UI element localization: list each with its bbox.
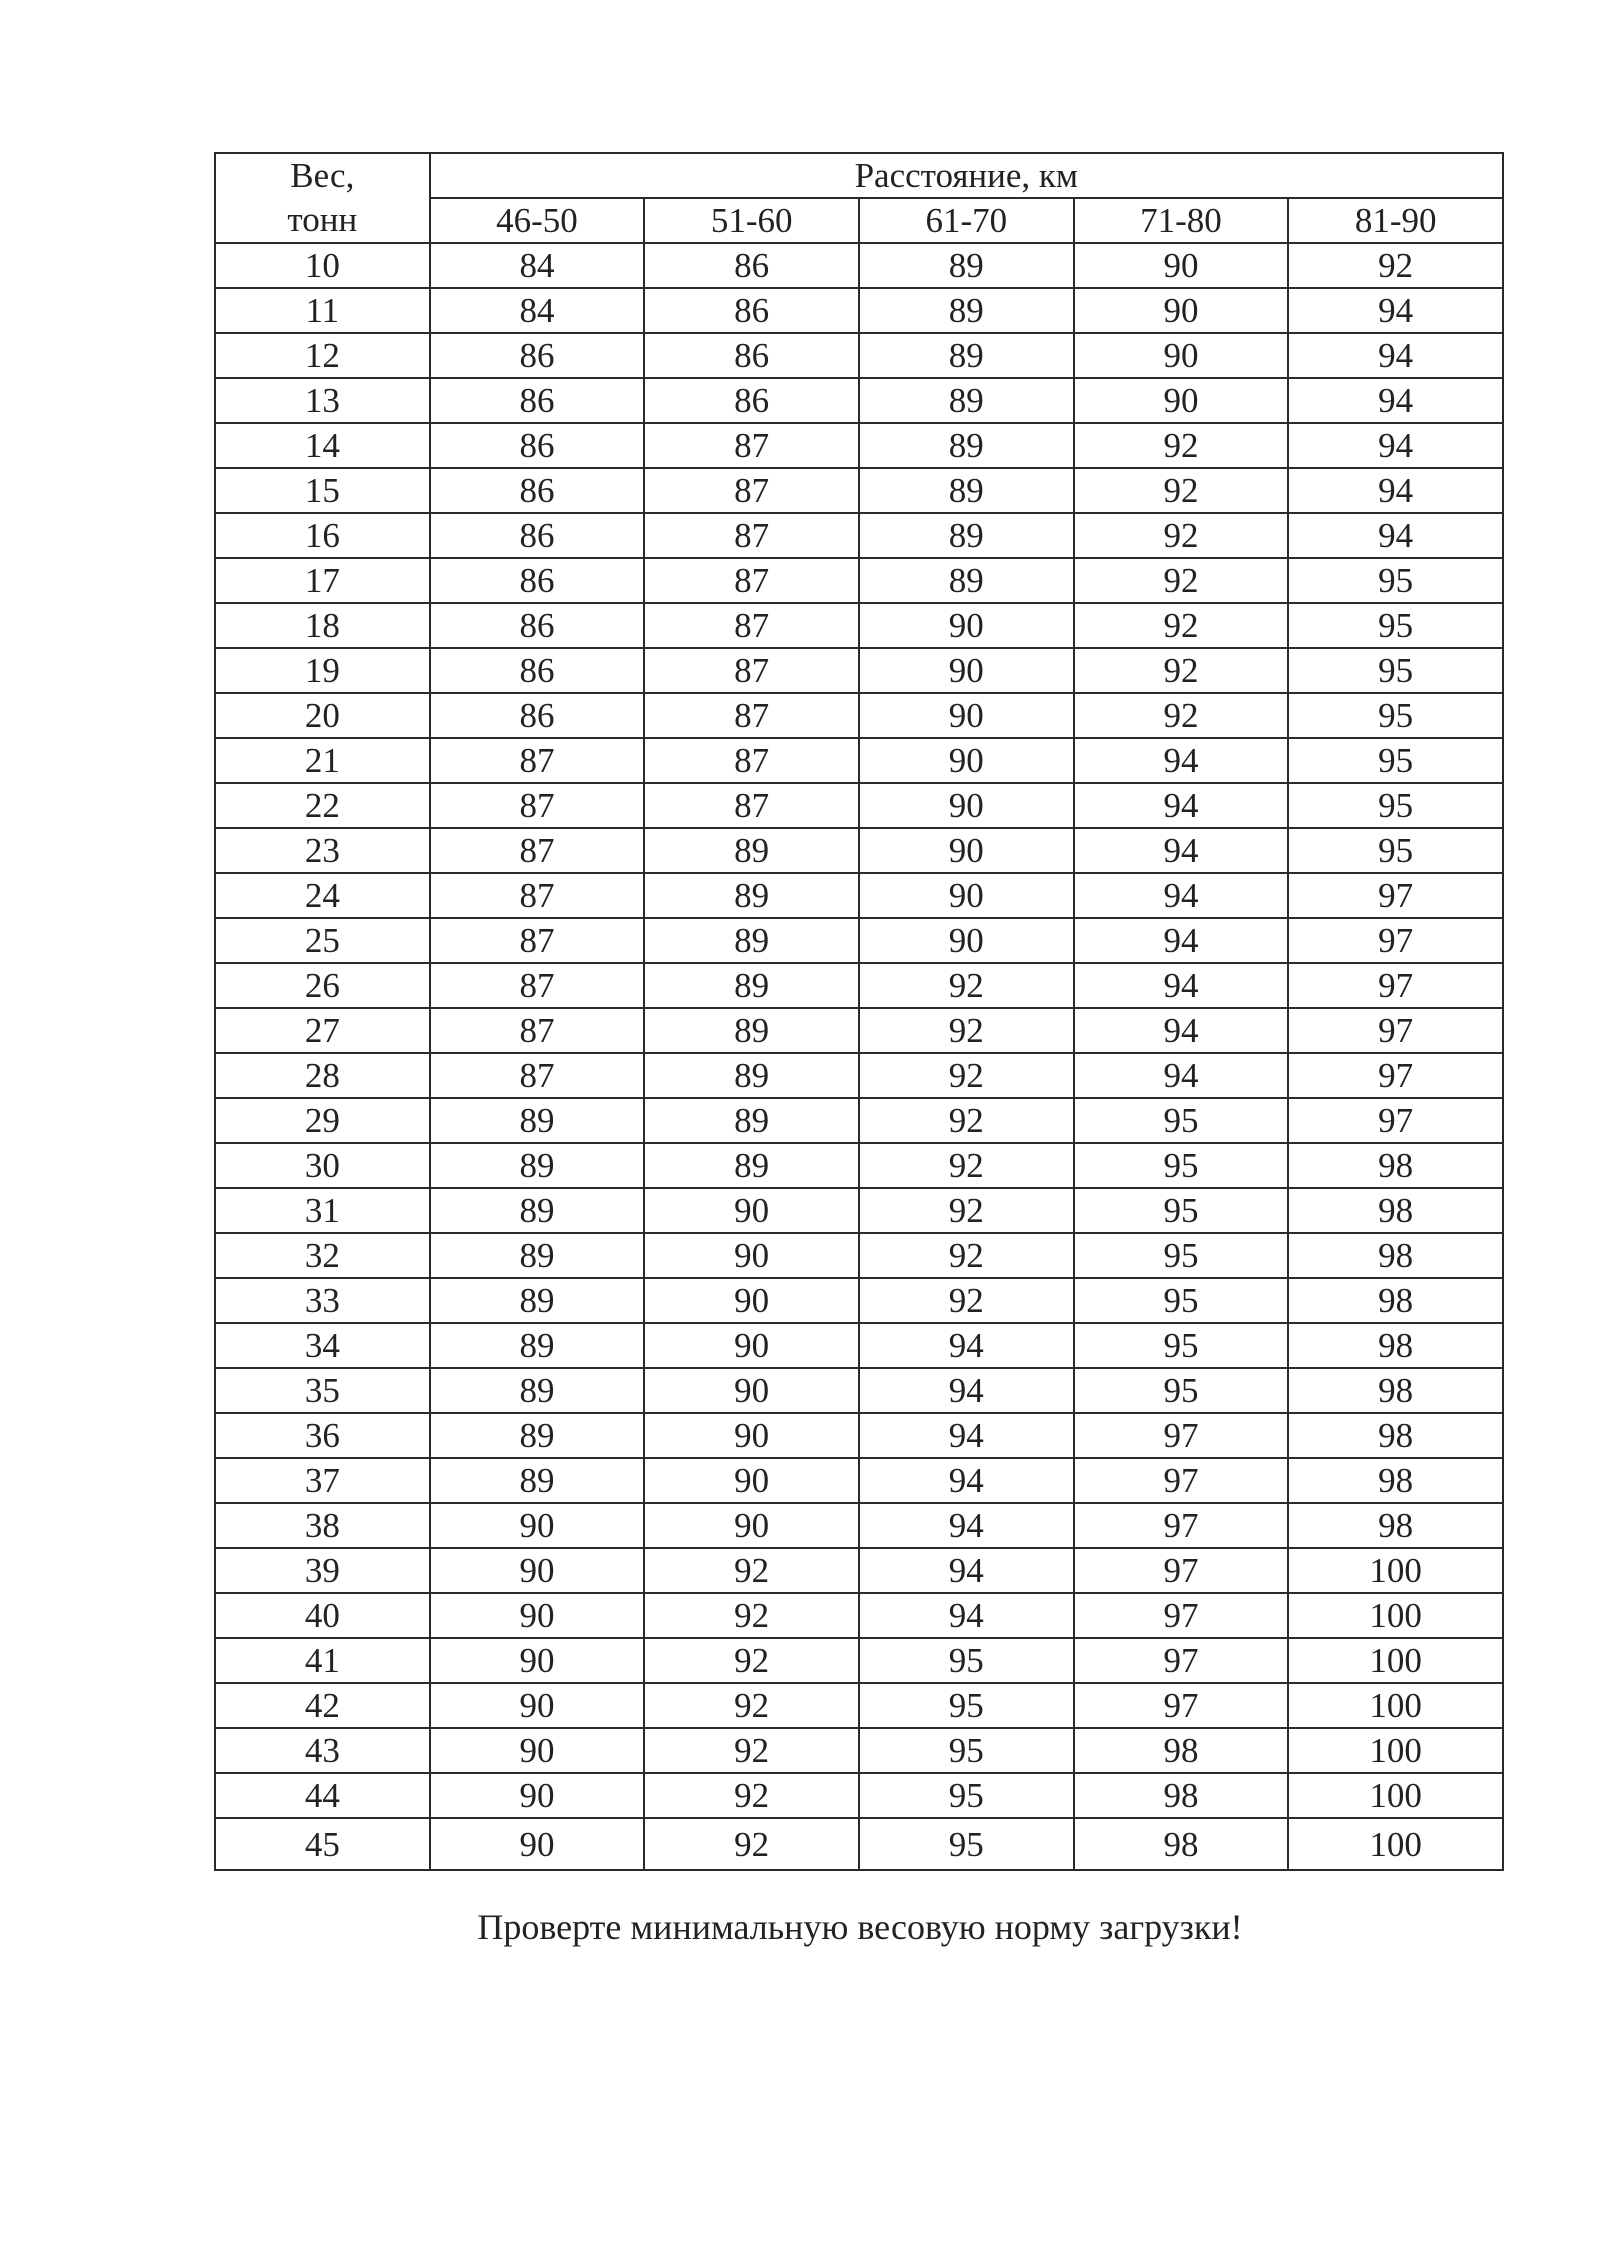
value-cell: 95	[859, 1638, 1074, 1683]
distance-range-header: 46-50	[430, 198, 645, 243]
value-cell: 89	[644, 918, 859, 963]
value-cell: 95	[1288, 648, 1503, 693]
value-cell: 90	[644, 1233, 859, 1278]
value-cell: 84	[430, 243, 645, 288]
value-cell: 89	[644, 1098, 859, 1143]
value-cell: 90	[430, 1638, 645, 1683]
value-cell: 86	[430, 603, 645, 648]
value-cell: 90	[430, 1548, 645, 1593]
value-cell: 89	[859, 378, 1074, 423]
value-cell: 86	[430, 558, 645, 603]
value-cell: 89	[644, 963, 859, 1008]
value-cell: 92	[1074, 513, 1289, 558]
weight-cell: 35	[215, 1368, 430, 1413]
weight-header-line1: Вес,	[290, 156, 355, 195]
value-cell: 90	[1074, 288, 1289, 333]
value-cell: 94	[1074, 828, 1289, 873]
value-cell: 95	[1288, 603, 1503, 648]
table-row	[215, 693, 1503, 738]
value-cell: 94	[1074, 918, 1289, 963]
value-cell: 97	[1288, 1098, 1503, 1143]
value-cell: 90	[644, 1368, 859, 1413]
table-row	[215, 648, 1503, 693]
value-cell: 94	[859, 1368, 1074, 1413]
table-row	[215, 378, 1503, 423]
value-cell: 97	[1288, 1053, 1503, 1098]
value-cell: 92	[1288, 243, 1503, 288]
table-row	[215, 1458, 1503, 1503]
value-cell: 92	[859, 1278, 1074, 1323]
table-row	[215, 468, 1503, 513]
value-cell: 92	[859, 1008, 1074, 1053]
value-cell: 98	[1288, 1143, 1503, 1188]
distance-range-header: 51-60	[644, 198, 859, 243]
value-cell: 87	[430, 918, 645, 963]
value-cell: 94	[1288, 378, 1503, 423]
weight-cell: 18	[215, 603, 430, 648]
value-cell: 89	[430, 1458, 645, 1503]
table-row	[215, 1593, 1503, 1638]
value-cell: 94	[1074, 783, 1289, 828]
value-cell: 90	[1074, 333, 1289, 378]
value-cell: 92	[644, 1593, 859, 1638]
value-cell: 90	[644, 1278, 859, 1323]
weight-cell: 32	[215, 1233, 430, 1278]
value-cell: 98	[1288, 1368, 1503, 1413]
weight-cell: 42	[215, 1683, 430, 1728]
value-cell: 86	[430, 423, 645, 468]
table-row	[215, 1143, 1503, 1188]
value-cell: 92	[859, 1233, 1074, 1278]
value-cell: 95	[859, 1728, 1074, 1773]
load-norm-note: Проверте минимальную весовую норму загрузки!	[477, 1907, 1243, 1947]
value-cell: 90	[644, 1413, 859, 1458]
value-cell: 92	[1074, 468, 1289, 513]
value-cell: 97	[1074, 1593, 1289, 1638]
value-cell: 94	[1288, 468, 1503, 513]
value-cell: 90	[859, 648, 1074, 693]
value-cell: 90	[1074, 243, 1289, 288]
value-cell: 86	[430, 693, 645, 738]
value-cell: 92	[1074, 648, 1289, 693]
table-row	[215, 918, 1503, 963]
value-cell: 87	[644, 648, 859, 693]
value-cell: 89	[430, 1278, 645, 1323]
weight-cell: 12	[215, 333, 430, 378]
value-cell: 94	[859, 1323, 1074, 1368]
weight-cell: 44	[215, 1773, 430, 1818]
value-cell: 92	[859, 1098, 1074, 1143]
value-cell: 90	[859, 873, 1074, 918]
value-cell: 92	[859, 1143, 1074, 1188]
value-cell: 94	[859, 1458, 1074, 1503]
weight-cell: 19	[215, 648, 430, 693]
table-row	[215, 1098, 1503, 1143]
distance-weight-table	[214, 152, 1504, 1871]
value-cell: 98	[1288, 1278, 1503, 1323]
table-row	[215, 1683, 1503, 1728]
table-row	[215, 1233, 1503, 1278]
weight-cell: 39	[215, 1548, 430, 1593]
value-cell: 100	[1288, 1683, 1503, 1728]
table-row	[215, 243, 1503, 288]
value-cell: 90	[430, 1503, 645, 1548]
value-cell: 97	[1288, 873, 1503, 918]
value-cell: 87	[430, 873, 645, 918]
value-cell: 89	[644, 828, 859, 873]
table-row	[215, 1053, 1503, 1098]
value-cell: 84	[430, 288, 645, 333]
weight-cell: 10	[215, 243, 430, 288]
weight-cell: 15	[215, 468, 430, 513]
value-cell: 87	[644, 558, 859, 603]
distance-range-header: 81-90	[1288, 198, 1503, 243]
value-cell: 87	[644, 738, 859, 783]
value-cell: 100	[1288, 1548, 1503, 1593]
value-cell: 100	[1288, 1593, 1503, 1638]
value-cell: 94	[1074, 738, 1289, 783]
value-cell: 92	[1074, 558, 1289, 603]
weight-cell: 14	[215, 423, 430, 468]
weight-cell: 30	[215, 1143, 430, 1188]
value-cell: 92	[644, 1773, 859, 1818]
value-cell: 92	[859, 963, 1074, 1008]
value-cell: 95	[1074, 1233, 1289, 1278]
value-cell: 95	[1074, 1143, 1289, 1188]
distance-range-header: 71-80	[1074, 198, 1289, 243]
value-cell: 98	[1288, 1323, 1503, 1368]
value-cell: 87	[430, 828, 645, 873]
table-row	[215, 828, 1503, 873]
value-cell: 90	[644, 1458, 859, 1503]
value-cell: 86	[644, 288, 859, 333]
distance-range-header: 61-70	[859, 198, 1074, 243]
weight-cell: 45	[215, 1818, 430, 1870]
value-cell: 87	[430, 783, 645, 828]
value-cell: 95	[859, 1683, 1074, 1728]
value-cell: 92	[644, 1638, 859, 1683]
value-cell: 86	[430, 648, 645, 693]
value-cell: 86	[430, 468, 645, 513]
value-cell: 90	[430, 1593, 645, 1638]
value-cell: 92	[644, 1683, 859, 1728]
value-cell: 87	[644, 603, 859, 648]
value-cell: 94	[859, 1593, 1074, 1638]
value-cell: 89	[859, 243, 1074, 288]
table-row	[215, 1728, 1503, 1773]
value-cell: 87	[644, 423, 859, 468]
value-cell: 86	[644, 333, 859, 378]
weight-column-header	[215, 153, 430, 243]
table-row	[215, 1188, 1503, 1233]
value-cell: 89	[859, 513, 1074, 558]
table-row	[215, 783, 1503, 828]
value-cell: 86	[644, 243, 859, 288]
value-cell: 89	[859, 423, 1074, 468]
value-cell: 90	[859, 783, 1074, 828]
value-cell: 94	[859, 1548, 1074, 1593]
table-row	[215, 1638, 1503, 1683]
value-cell: 95	[1288, 783, 1503, 828]
weight-cell: 13	[215, 378, 430, 423]
weight-cell: 25	[215, 918, 430, 963]
value-cell: 94	[1074, 963, 1289, 1008]
value-cell: 89	[430, 1368, 645, 1413]
value-cell: 90	[644, 1188, 859, 1233]
table-header	[215, 153, 1503, 243]
value-cell: 87	[430, 1053, 645, 1098]
value-cell: 95	[1074, 1368, 1289, 1413]
value-cell: 95	[1288, 693, 1503, 738]
table-row	[215, 513, 1503, 558]
value-cell: 86	[430, 333, 645, 378]
table-row	[215, 1818, 1503, 1870]
value-cell: 92	[859, 1053, 1074, 1098]
weight-cell: 11	[215, 288, 430, 333]
value-cell: 89	[859, 333, 1074, 378]
weight-cell: 43	[215, 1728, 430, 1773]
value-cell: 89	[644, 873, 859, 918]
value-cell: 89	[430, 1413, 645, 1458]
value-cell: 94	[1074, 1008, 1289, 1053]
table-body	[215, 243, 1503, 1870]
value-cell: 95	[1074, 1323, 1289, 1368]
value-cell: 95	[1288, 738, 1503, 783]
table-row	[215, 333, 1503, 378]
value-cell: 100	[1288, 1638, 1503, 1683]
weight-cell: 27	[215, 1008, 430, 1053]
table-row	[215, 1323, 1503, 1368]
value-cell: 98	[1074, 1728, 1289, 1773]
value-cell: 90	[430, 1683, 645, 1728]
value-cell: 89	[430, 1098, 645, 1143]
table-row	[215, 963, 1503, 1008]
value-cell: 97	[1288, 963, 1503, 1008]
distance-group-header: Расстояние, км	[430, 153, 1503, 198]
weight-cell: 31	[215, 1188, 430, 1233]
weight-cell: 29	[215, 1098, 430, 1143]
table-row	[215, 603, 1503, 648]
value-cell: 95	[1074, 1278, 1289, 1323]
value-cell: 97	[1074, 1683, 1289, 1728]
value-cell: 90	[859, 738, 1074, 783]
value-cell: 86	[644, 378, 859, 423]
value-cell: 87	[644, 513, 859, 558]
value-cell: 94	[1288, 333, 1503, 378]
value-cell: 87	[644, 783, 859, 828]
value-cell: 98	[1288, 1233, 1503, 1278]
table-row	[215, 423, 1503, 468]
value-cell: 90	[859, 693, 1074, 738]
value-cell: 100	[1288, 1728, 1503, 1773]
weight-cell: 38	[215, 1503, 430, 1548]
weight-header-line2: тонн	[287, 200, 358, 239]
value-cell: 94	[1288, 288, 1503, 333]
weight-cell: 16	[215, 513, 430, 558]
value-cell: 95	[1288, 828, 1503, 873]
value-cell: 92	[1074, 423, 1289, 468]
value-cell: 90	[430, 1728, 645, 1773]
value-cell: 89	[430, 1188, 645, 1233]
weight-cell: 24	[215, 873, 430, 918]
value-cell: 97	[1074, 1503, 1289, 1548]
table-row	[215, 738, 1503, 783]
weight-cell: 37	[215, 1458, 430, 1503]
value-cell: 92	[1074, 693, 1289, 738]
value-cell: 97	[1288, 1008, 1503, 1053]
value-cell: 90	[430, 1773, 645, 1818]
table-row	[215, 873, 1503, 918]
value-cell: 89	[859, 288, 1074, 333]
weight-cell: 40	[215, 1593, 430, 1638]
value-cell: 87	[644, 693, 859, 738]
value-cell: 100	[1288, 1818, 1503, 1870]
value-cell: 97	[1074, 1638, 1289, 1683]
weight-cell: 34	[215, 1323, 430, 1368]
value-cell: 87	[430, 738, 645, 783]
weight-cell: 21	[215, 738, 430, 783]
value-cell: 98	[1288, 1503, 1503, 1548]
value-cell: 95	[1288, 558, 1503, 603]
table-row	[215, 1008, 1503, 1053]
value-cell: 90	[859, 828, 1074, 873]
value-cell: 90	[644, 1323, 859, 1368]
value-cell: 98	[1288, 1413, 1503, 1458]
table-row	[215, 1773, 1503, 1818]
value-cell: 89	[644, 1008, 859, 1053]
value-cell: 94	[1288, 513, 1503, 558]
value-cell: 95	[859, 1818, 1074, 1870]
value-cell: 94	[1074, 1053, 1289, 1098]
value-cell: 92	[1074, 603, 1289, 648]
value-cell: 89	[430, 1143, 645, 1188]
value-cell: 94	[1288, 423, 1503, 468]
value-cell: 87	[430, 1008, 645, 1053]
value-cell: 98	[1074, 1818, 1289, 1870]
table-row	[215, 288, 1503, 333]
value-cell: 89	[644, 1143, 859, 1188]
table-row	[215, 1278, 1503, 1323]
table-row	[215, 1548, 1503, 1593]
weight-cell: 20	[215, 693, 430, 738]
value-cell: 94	[859, 1503, 1074, 1548]
value-cell: 98	[1288, 1458, 1503, 1503]
value-cell: 97	[1074, 1548, 1289, 1593]
value-cell: 95	[859, 1773, 1074, 1818]
value-cell: 86	[430, 378, 645, 423]
value-cell: 89	[430, 1323, 645, 1368]
value-cell: 90	[430, 1818, 645, 1870]
value-cell: 87	[644, 468, 859, 513]
value-cell: 94	[1074, 873, 1289, 918]
value-cell: 95	[1074, 1098, 1289, 1143]
weight-cell: 17	[215, 558, 430, 603]
value-cell: 89	[859, 558, 1074, 603]
weight-cell: 26	[215, 963, 430, 1008]
value-cell: 89	[644, 1053, 859, 1098]
value-cell: 87	[430, 963, 645, 1008]
value-cell: 92	[644, 1548, 859, 1593]
weight-cell: 36	[215, 1413, 430, 1458]
value-cell: 97	[1074, 1458, 1289, 1503]
value-cell: 98	[1288, 1188, 1503, 1233]
weight-cell: 22	[215, 783, 430, 828]
value-cell: 90	[859, 918, 1074, 963]
value-cell: 89	[430, 1233, 645, 1278]
value-cell: 97	[1074, 1413, 1289, 1458]
weight-cell: 28	[215, 1053, 430, 1098]
value-cell: 97	[1288, 918, 1503, 963]
value-cell: 98	[1074, 1773, 1289, 1818]
table-row	[215, 1413, 1503, 1458]
value-cell: 90	[644, 1503, 859, 1548]
value-cell: 90	[859, 603, 1074, 648]
value-cell: 95	[1074, 1188, 1289, 1233]
weight-cell: 33	[215, 1278, 430, 1323]
value-cell: 92	[859, 1188, 1074, 1233]
value-cell: 94	[859, 1413, 1074, 1458]
value-cell: 100	[1288, 1773, 1503, 1818]
header-row-top	[215, 153, 1503, 198]
table-row	[215, 1368, 1503, 1413]
table-row	[215, 1503, 1503, 1548]
value-cell: 90	[1074, 378, 1289, 423]
weight-cell: 23	[215, 828, 430, 873]
weight-cell: 41	[215, 1638, 430, 1683]
value-cell: 92	[644, 1728, 859, 1773]
value-cell: 92	[644, 1818, 859, 1870]
value-cell: 86	[430, 513, 645, 558]
value-cell: 89	[859, 468, 1074, 513]
table-row	[215, 558, 1503, 603]
